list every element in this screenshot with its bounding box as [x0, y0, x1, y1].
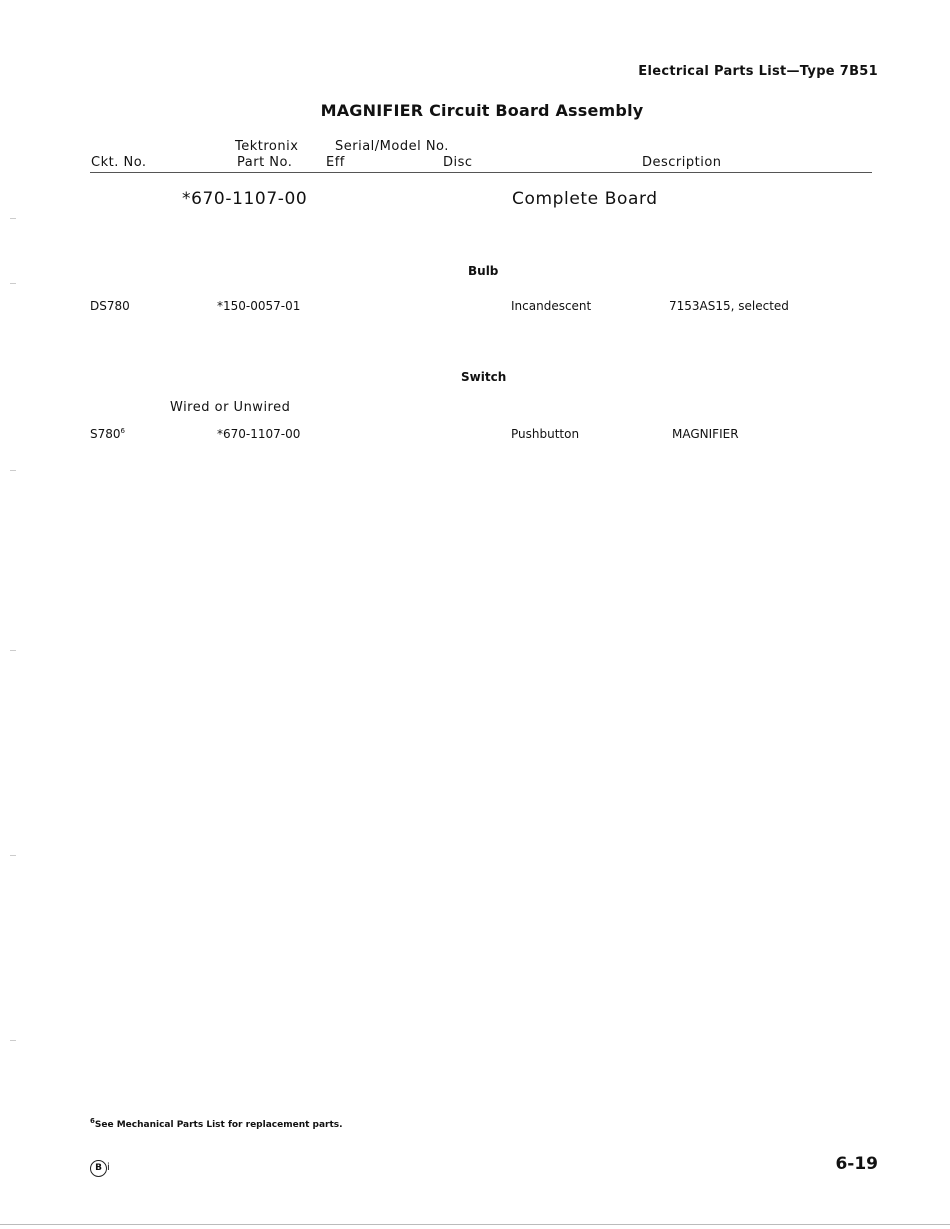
footnote-ref: 6 — [120, 427, 125, 435]
margin-mark — [10, 218, 16, 219]
column-serial-model: Serial/Model No. — [335, 139, 449, 154]
column-ckt-no: Ckt. No. — [91, 155, 147, 170]
type-cell: Incandescent — [511, 299, 592, 313]
part-no-cell: *150-0057-01 — [217, 299, 301, 313]
column-eff: Eff — [326, 155, 345, 170]
section-heading-bulb: Bulb — [468, 264, 499, 278]
column-part-no: Part No. — [237, 155, 293, 170]
revision-mark: i — [107, 1162, 110, 1173]
margin-mark — [10, 1040, 16, 1041]
page-number: 6-19 — [835, 1154, 878, 1174]
column-disc: Disc — [443, 155, 473, 170]
section-subheading: Wired or Unwired — [170, 400, 291, 415]
page-edge-rule — [0, 1224, 950, 1225]
assembly-part-no: *670-1107-00 — [182, 189, 308, 209]
margin-mark — [10, 650, 16, 651]
footnote-marker: 6 — [90, 1117, 95, 1125]
type-cell: Pushbutton — [511, 427, 580, 441]
part-no-cell: *670-1107-00 — [217, 427, 301, 441]
publisher-logo-icon: B — [90, 1160, 107, 1177]
assembly-description: Complete Board — [512, 189, 658, 209]
column-description: Description — [642, 155, 722, 170]
footnote — [90, 1117, 343, 1130]
page-header: Electrical Parts List—Type 7B51 — [638, 64, 878, 79]
detail-cell: 7153AS15, selected — [669, 299, 789, 313]
ckt-no-cell: DS780 — [90, 299, 130, 313]
column-tektronix: Tektronix — [235, 139, 299, 154]
margin-mark — [10, 855, 16, 856]
footnote-text: See Mechanical Parts List for replacement parts. — [94, 1120, 343, 1130]
header-rule — [90, 172, 872, 173]
margin-mark — [10, 470, 16, 471]
margin-mark — [10, 283, 16, 284]
ckt-no-cell: $S780^6$ — [90, 427, 125, 441]
detail-cell: MAGNIFIER — [672, 427, 739, 441]
section-heading-switch: Switch — [461, 370, 507, 384]
page-title: MAGNIFIER Circuit Board Assembly — [320, 101, 644, 120]
